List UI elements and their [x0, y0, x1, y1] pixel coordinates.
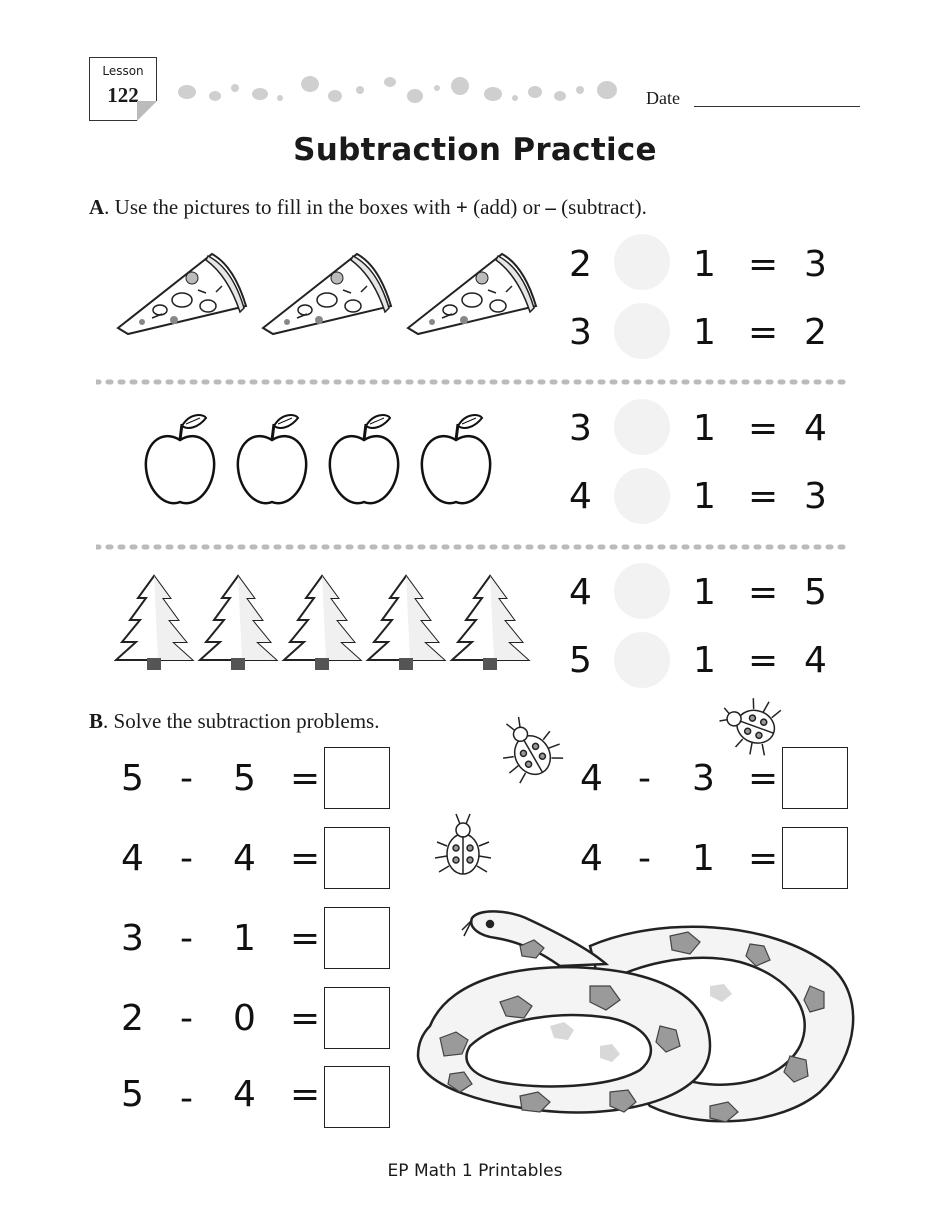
a-eq3-result: 4 — [804, 408, 827, 449]
b-prob5-second: 4 — [233, 1074, 256, 1115]
b-prob5-first: 5 — [121, 1074, 144, 1115]
apple-pictures — [140, 410, 510, 510]
a-eq6-equals: = — [748, 640, 779, 681]
b-prob1-answer-box[interactable] — [324, 747, 390, 809]
page-title: Subtraction Practice — [293, 132, 657, 168]
a-eq3-equals: = — [748, 408, 779, 449]
a-eq2-first: 3 — [569, 312, 592, 353]
footer: EP Math 1 Printables — [387, 1161, 563, 1181]
a-eq6-second: 1 — [693, 640, 716, 681]
a-eq3-operator-circle[interactable] — [614, 399, 670, 455]
b-prob6-answer-box[interactable] — [782, 747, 848, 809]
b-prob6-second: 3 — [692, 758, 715, 799]
b-prob5-answer-box[interactable] — [324, 1066, 390, 1128]
b-prob7-answer-box[interactable] — [782, 827, 848, 889]
a-eq4-result: 3 — [804, 476, 827, 517]
a-eq2-second: 1 — [693, 312, 716, 353]
b-prob2-answer-box[interactable] — [324, 827, 390, 889]
a-eq5-operator-circle[interactable] — [614, 563, 670, 619]
section-b-letter: B — [89, 709, 104, 733]
b-prob4-answer-box[interactable] — [324, 987, 390, 1049]
a-eq4-equals: = — [748, 476, 779, 517]
b-prob3-answer-box[interactable] — [324, 907, 390, 969]
a-eq1-equals: = — [748, 244, 779, 285]
a-eq2-operator-circle[interactable] — [614, 303, 670, 359]
dotted-separator — [96, 541, 848, 553]
b-prob6-first: 4 — [580, 758, 603, 799]
section-a-instruction: A. Use the pictures to fill in the boxes with + (add) or – (subtract). — [89, 195, 647, 219]
b-prob5-minus: - — [180, 1078, 193, 1119]
b-prob3-first: 3 — [121, 918, 144, 959]
a-eq3-first: 3 — [569, 408, 592, 449]
a-eq2-result: 2 — [804, 312, 827, 353]
snake-illustration — [410, 906, 860, 1132]
b-prob7-equals: = — [748, 838, 779, 879]
b-prob1-equals: = — [290, 758, 321, 799]
a-eq5-equals: = — [748, 572, 779, 613]
b-prob4-equals: = — [290, 998, 321, 1039]
a-eq1-second: 1 — [693, 244, 716, 285]
a-eq2-equals: = — [748, 312, 779, 353]
b-prob6-minus: - — [638, 758, 651, 799]
b-prob3-minus: - — [180, 918, 193, 959]
b-prob2-equals: = — [290, 838, 321, 879]
b-prob7-second: 1 — [692, 838, 715, 879]
b-prob1-second: 5 — [233, 758, 256, 799]
b-prob4-second: 0 — [233, 998, 256, 1039]
b-prob7-first: 4 — [580, 838, 603, 879]
lesson-box — [89, 57, 157, 121]
a-eq4-first: 4 — [569, 476, 592, 517]
a-eq5-result: 5 — [804, 572, 827, 613]
header-decoration — [175, 70, 625, 110]
lesson-label: Lesson — [102, 64, 144, 78]
a-eq1-first: 2 — [569, 244, 592, 285]
a-eq1-operator-circle[interactable] — [614, 234, 670, 290]
date-label: Date — [646, 88, 680, 108]
pizza-pictures — [112, 248, 542, 342]
b-prob6-equals: = — [748, 758, 779, 799]
page-fold-corner — [137, 101, 157, 121]
b-prob4-minus: - — [180, 998, 193, 1039]
b-prob1-first: 5 — [121, 758, 144, 799]
a-eq5-second: 1 — [693, 572, 716, 613]
a-eq5-first: 4 — [569, 572, 592, 613]
tree-pictures — [114, 574, 534, 672]
b-prob2-second: 4 — [233, 838, 256, 879]
b-prob3-equals: = — [290, 918, 321, 959]
a-eq6-first: 5 — [569, 640, 592, 681]
ladybug-icon — [494, 712, 564, 786]
a-eq1-result: 3 — [804, 244, 827, 285]
a-eq3-second: 1 — [693, 408, 716, 449]
ladybug-icon — [714, 694, 788, 756]
a-eq4-second: 1 — [693, 476, 716, 517]
a-eq6-result: 4 — [804, 640, 827, 681]
section-a-letter: A — [89, 195, 105, 219]
b-prob3-second: 1 — [233, 918, 256, 959]
ladybug-icon — [432, 808, 494, 886]
lesson-number: 122 — [107, 83, 139, 107]
b-prob2-minus: - — [180, 838, 193, 879]
b-prob5-equals: = — [290, 1074, 321, 1115]
dotted-separator — [96, 376, 848, 388]
section-b-instruction: B. Solve the subtraction problems. — [89, 709, 380, 733]
a-eq4-operator-circle[interactable] — [614, 468, 670, 524]
b-prob7-minus: - — [638, 838, 651, 879]
b-prob2-first: 4 — [121, 838, 144, 879]
b-prob4-first: 2 — [121, 998, 144, 1039]
b-prob1-minus: - — [180, 758, 193, 799]
a-eq6-operator-circle[interactable] — [614, 632, 670, 688]
date-field[interactable] — [694, 106, 860, 107]
